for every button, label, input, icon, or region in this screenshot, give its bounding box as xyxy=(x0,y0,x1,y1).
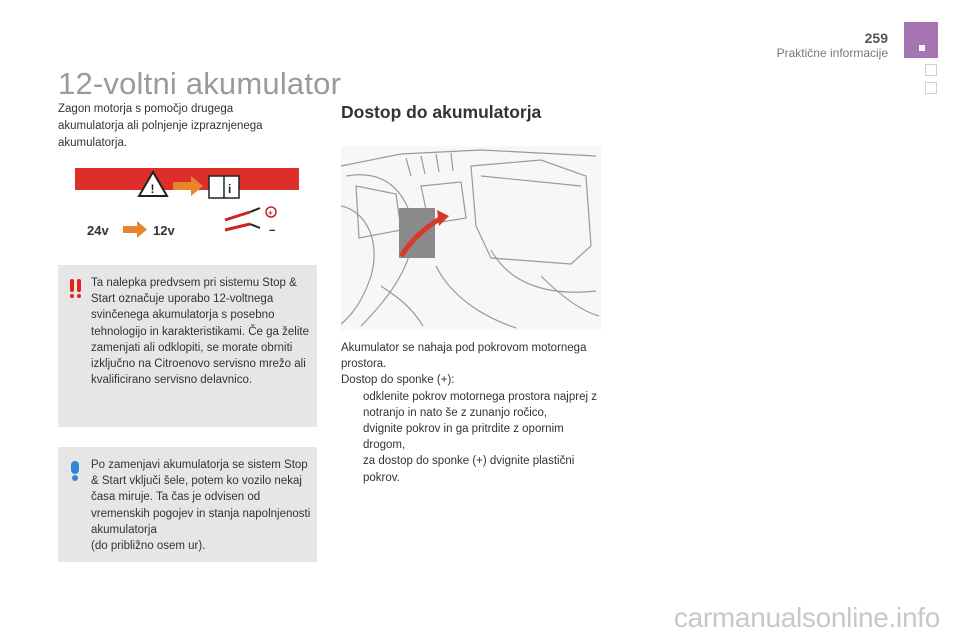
chapter-tab[interactable] xyxy=(925,64,937,76)
warning-text: Ta nalepka predvsem pri sistemu Stop & Start označuje uporabo 12-voltnega svinčenega akumulatorja s posebno tehnologijo in karakteristikami. Če ga želite zamenjati ali odklopiti, se morate obrniti izključno na Citroenovo servisno mrežo ali kvalificirano servisno delavnico. xyxy=(91,277,309,387)
info-text: Po zamenjavi akumulatorja se sistem Stop & Start vključi šele, potem ko vozilo nekaj časa miruje. Ta čas je odvisen od vremenskih pogojev in stanja napolnjenosti akumulatorja xyxy=(91,459,311,536)
section-heading: Dostop do akumulatorja xyxy=(341,102,542,122)
svg-text:i: i xyxy=(228,182,232,196)
label-12v: 12v xyxy=(153,223,175,238)
label-24v: 24v xyxy=(87,223,109,238)
warning-triangle-icon xyxy=(139,172,167,196)
location-text: Akumulator se nahaja pod pokrovom motornega prostora. xyxy=(341,342,587,371)
battery-label-illustration xyxy=(75,168,299,242)
arrow-right-icon xyxy=(173,176,203,196)
info-panel xyxy=(58,447,317,562)
chapter-tab[interactable] xyxy=(925,82,937,94)
watermark: carmanualsonline.info xyxy=(673,602,940,633)
step-text: odklenite pokrov motornega prostora najprej z notranjo in nato še z zunanjo ročico, xyxy=(363,390,597,419)
manual-book-icon xyxy=(209,176,239,198)
svg-text:!: ! xyxy=(150,182,155,196)
step-text: za dostop do sponke (+) dvignite plastični pokrov. xyxy=(363,455,575,484)
step-text: dvignite pokrov in ga pritrdite z opornim drogom, xyxy=(363,423,564,452)
exclamation-icon xyxy=(67,279,85,299)
tab-dot xyxy=(919,45,925,51)
terminal-access-text: Dostop do sponke (+): xyxy=(341,374,455,387)
page-title: 12-voltni akumulator xyxy=(58,66,342,101)
intro-text: Zagon motorja s pomočjo drugega akumulatorja ali polnjenje izpraznjenega akumulatorja. xyxy=(58,103,263,149)
svg-text:−: − xyxy=(269,225,276,237)
info-text-block xyxy=(91,457,311,554)
page-number: 259 xyxy=(864,30,888,46)
jumper-cables-icon xyxy=(225,207,276,237)
info-text-last: (do približno osem ur). xyxy=(91,540,206,553)
engine-bay-drawing xyxy=(341,146,601,330)
info-icon xyxy=(67,461,83,481)
step-item xyxy=(341,453,606,485)
access-instructions xyxy=(341,340,606,486)
chapter-tab-active[interactable] xyxy=(904,22,938,58)
svg-text:+: + xyxy=(268,208,273,218)
step-item xyxy=(341,389,606,421)
arrow-right-icon xyxy=(123,221,147,238)
warning-panel xyxy=(58,265,317,427)
section-name: Praktične informacije xyxy=(776,46,888,60)
step-item xyxy=(341,421,606,453)
engine-bay-illustration xyxy=(341,146,601,330)
